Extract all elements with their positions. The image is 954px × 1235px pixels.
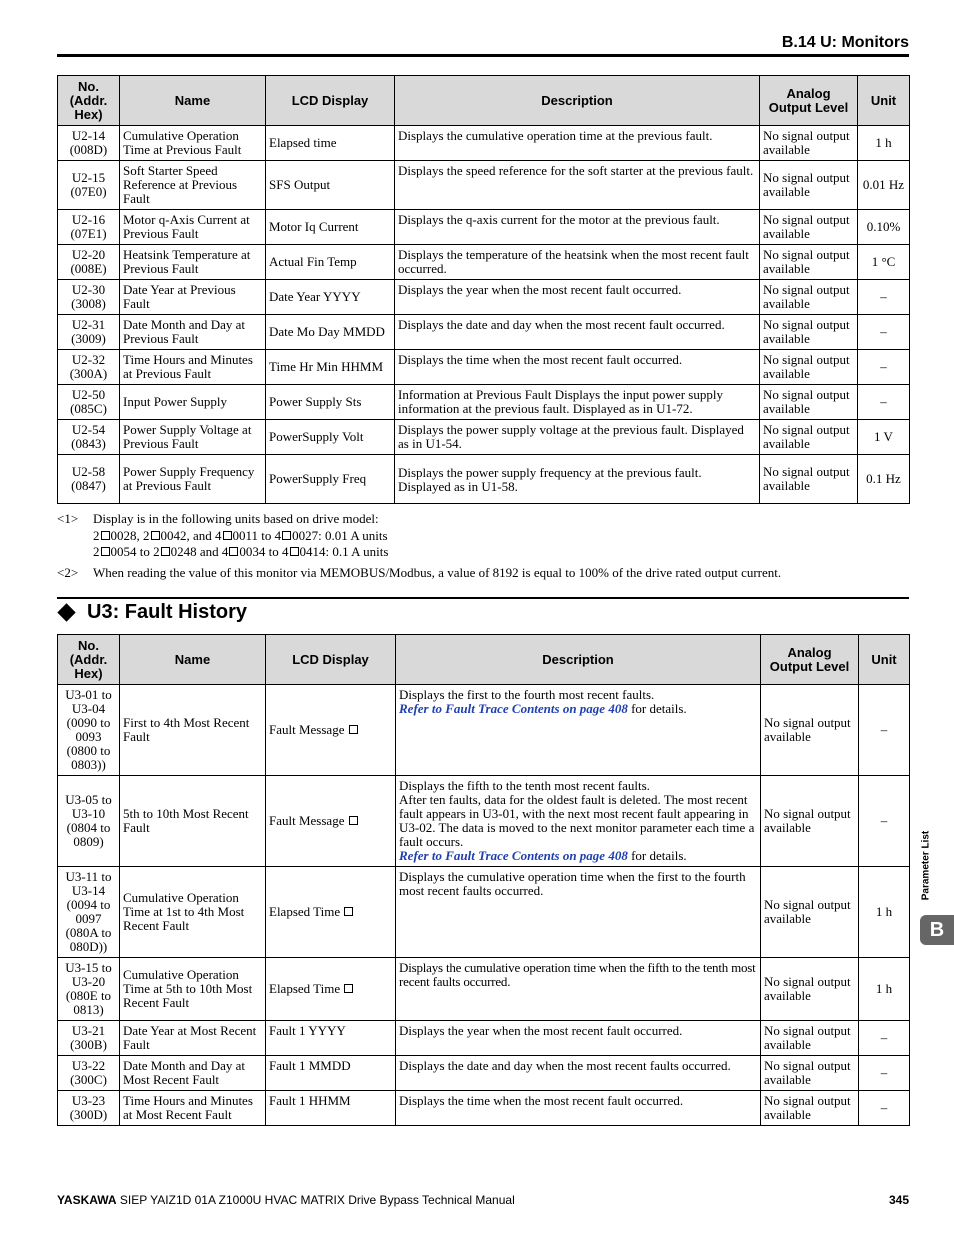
- param-number: U2-30 (3008): [58, 280, 120, 315]
- param-name: Input Power Supply: [120, 385, 266, 420]
- param-name: Date Year at Most Recent Fault: [120, 1021, 266, 1056]
- analog-output-level: No signal output available: [760, 161, 858, 210]
- param-number: U2-16 (07E1): [58, 210, 120, 245]
- param-name: Date Month and Day at Previous Fault: [120, 315, 266, 350]
- table-row: [58, 1056, 910, 1091]
- param-name: Heatsink Temperature at Previous Fault: [120, 245, 266, 280]
- param-unit: –: [859, 1021, 910, 1056]
- col-header-lcd: LCD Display: [266, 76, 395, 126]
- footnote-text: Display is in the following units based on drive model:: [93, 511, 379, 526]
- param-description: Information at Previous Fault Displays the input power supply information at the previous fault. Displayed as in U1-72.: [395, 385, 760, 420]
- analog-output-level: No signal output available: [761, 1056, 859, 1091]
- param-unit: –: [858, 315, 910, 350]
- u3-fault-history-table: [57, 634, 910, 1126]
- col-header-description: Description: [395, 76, 760, 126]
- model-placeholder-box-icon: [101, 547, 110, 556]
- param-name: 5th to 10th Most Recent Fault: [120, 776, 266, 867]
- col-header-analog: Analog Output Level: [761, 635, 859, 685]
- table-notes: [57, 511, 909, 581]
- section-title: U3: Fault History: [87, 601, 248, 623]
- analog-output-level: No signal output available: [760, 420, 858, 455]
- table-row: [58, 280, 910, 315]
- param-description: Displays the year when the most recent fault occurred.: [396, 1021, 761, 1056]
- model-placeholder-box-icon: [151, 531, 160, 540]
- model-placeholder-box-icon: [161, 547, 170, 556]
- param-number: U2-32 (300A): [58, 350, 120, 385]
- lcd-display: Power Supply Sts: [266, 385, 395, 420]
- section-heading: [57, 601, 247, 624]
- param-name: Time Hours and Minutes at Most Recent Fault: [120, 1091, 266, 1126]
- diamond-bullet-icon: [57, 603, 75, 621]
- col-header-no: No. (Addr. Hex): [58, 635, 120, 685]
- index-placeholder-box-icon: [344, 907, 353, 916]
- param-name: Date Month and Day at Most Recent Fault: [120, 1056, 266, 1091]
- lcd-display: PowerSupply Freq: [266, 455, 395, 504]
- analog-output-level: No signal output available: [760, 245, 858, 280]
- param-name: Cumulative Operation Time at 5th to 10th Most Recent Fault: [120, 958, 266, 1021]
- section-header-title: B.14 U: Monitors: [781, 34, 909, 51]
- col-header-unit: Unit: [858, 76, 910, 126]
- table-row: [58, 1021, 910, 1056]
- lcd-display: Fault Message: [266, 685, 396, 776]
- analog-output-level: No signal output available: [760, 280, 858, 315]
- param-name: Date Year at Previous Fault: [120, 280, 266, 315]
- param-description: Displays the speed reference for the soft starter at the previous fault.: [395, 161, 760, 210]
- param-name: Motor q-Axis Current at Previous Fault: [120, 210, 266, 245]
- model-placeholder-box-icon: [223, 531, 232, 540]
- param-number: U3-11 to U3-14 (0094 to 0097 (080A to 080D)): [58, 867, 120, 958]
- footnote-text: When reading the value of this monitor via MEMOBUS/Modbus, a value of 8192 is equal to 100% of the drive rated output current.: [93, 564, 782, 580]
- param-number: U3-21 (300B): [58, 1021, 120, 1056]
- param-description: Displays the q-axis current for the motor at the previous fault.: [395, 210, 760, 245]
- analog-output-level: No signal output available: [760, 385, 858, 420]
- lcd-display: Elapsed Time: [266, 958, 396, 1021]
- analog-output-level: No signal output available: [760, 455, 858, 504]
- index-placeholder-box-icon: [349, 725, 358, 734]
- model-placeholder-box-icon: [101, 531, 110, 540]
- lcd-display: Fault Message: [266, 776, 396, 867]
- param-description: Displays the cumulative operation time when the fifth to the tenth most recent faults occurred.: [396, 958, 761, 1021]
- param-unit: 1 °C: [858, 245, 910, 280]
- col-header-name: Name: [120, 635, 266, 685]
- param-unit: 0.1 Hz: [858, 455, 910, 504]
- param-description: Displays the power supply frequency at the previous fault. Displayed as in U1-58.: [395, 455, 760, 504]
- model-placeholder-box-icon: [282, 531, 291, 540]
- param-number: U2-54 (0843): [58, 420, 120, 455]
- u2-monitor-table: [57, 75, 910, 504]
- col-header-no: No. (Addr. Hex): [58, 76, 120, 126]
- param-number: U2-50 (085C): [58, 385, 120, 420]
- lcd-display: Time Hr Min HHMM: [266, 350, 395, 385]
- lcd-display: Elapsed Time: [266, 867, 396, 958]
- footnote-1: [57, 511, 909, 528]
- footer-manual-title: [57, 1193, 515, 1207]
- param-name: Time Hours and Minutes at Previous Fault: [120, 350, 266, 385]
- param-number: U2-15 (07E0): [58, 161, 120, 210]
- param-number: U2-31 (3009): [58, 315, 120, 350]
- param-name: Cumulative Operation Time at 1st to 4th Most Recent Fault: [120, 867, 266, 958]
- param-unit: 1 h: [859, 958, 910, 1021]
- col-header-unit: Unit: [859, 635, 910, 685]
- param-description: Displays the cumulative operation time at the previous fault.: [395, 126, 760, 161]
- table-row: [58, 776, 910, 867]
- lcd-display: PowerSupply Volt: [266, 420, 395, 455]
- analog-output-level: No signal output available: [760, 210, 858, 245]
- param-number: U2-20 (008E): [58, 245, 120, 280]
- analog-output-level: No signal output available: [761, 1021, 859, 1056]
- manual-title: SIEP YAIZ1D 01A Z1000U HVAC MATRIX Drive Bypass Technical Manual: [116, 1193, 515, 1207]
- param-name: First to 4th Most Recent Fault: [120, 685, 266, 776]
- lcd-display: Date Year YYYY: [266, 280, 395, 315]
- footnote-1-line-3: 2 0054 to 2 0248 and 4 0034 to 4 0414: 0.1 A units: [93, 544, 389, 559]
- lcd-display: Date Mo Day MMDD: [266, 315, 395, 350]
- param-unit: –: [859, 1091, 910, 1126]
- param-description: Displays the power supply voltage at the previous fault. Displayed as in U1-54.: [395, 420, 760, 455]
- lcd-display: Elapsed time: [266, 126, 395, 161]
- table-row: [58, 958, 910, 1021]
- table-row: [58, 126, 910, 161]
- model-placeholder-box-icon: [229, 547, 238, 556]
- param-description: Displays the fifth to the tenth most recent faults. After ten faults, data for the oldest fault is deleted. The most recent fault appears in U3-01, with the next most recent fault appearing in U3-02. The data is moved to the next monitor parameter each time a fault occurs. Refer to Fault Trace Contents on page 408 for details.: [396, 776, 761, 867]
- param-description: Displays the date and day when the most recent fault occurred.: [395, 315, 760, 350]
- col-header-lcd: LCD Display: [266, 635, 396, 685]
- table-row: [58, 1091, 910, 1126]
- model-placeholder-box-icon: [290, 547, 299, 556]
- param-number: U3-15 to U3-20 (080E to 0813): [58, 958, 120, 1021]
- side-tab-label: Parameter List: [920, 830, 932, 901]
- table-row: [58, 315, 910, 350]
- analog-output-level: No signal output available: [760, 126, 858, 161]
- param-number: U3-23 (300D): [58, 1091, 120, 1126]
- table-row: [58, 420, 910, 455]
- param-unit: 0.01 Hz: [858, 161, 910, 210]
- param-unit: 1 V: [858, 420, 910, 455]
- param-number: U3-01 to U3-04 (0090 to 0093 (0800 to 0803)): [58, 685, 120, 776]
- param-number: U2-58 (0847): [58, 455, 120, 504]
- param-name: Power Supply Voltage at Previous Fault: [120, 420, 266, 455]
- param-unit: 0.10%: [858, 210, 910, 245]
- analog-output-level: No signal output available: [760, 350, 858, 385]
- footnote-tag: <1>: [57, 511, 79, 526]
- brand-name: YASKAWA: [57, 1193, 117, 1207]
- analog-output-level: No signal output available: [761, 867, 859, 958]
- page-reference-link[interactable]: Refer to Fault Trace Contents on page 408: [399, 701, 628, 716]
- table-row: [58, 350, 910, 385]
- table-row: [58, 210, 910, 245]
- param-description: Displays the time when the most recent fault occurred.: [396, 1091, 761, 1126]
- param-description: Displays the date and day when the most recent faults occurred.: [396, 1056, 761, 1091]
- lcd-display: Fault 1 YYYY: [266, 1021, 396, 1056]
- footnote-1-line-2: 2 0028, 2 0042, and 4 0011 to 4 0027: 0.01 A units: [93, 527, 388, 543]
- param-unit: –: [859, 685, 910, 776]
- analog-output-level: No signal output available: [760, 315, 858, 350]
- param-unit: –: [858, 385, 910, 420]
- param-unit: 1 h: [859, 867, 910, 958]
- side-tab-badge[interactable]: B: [920, 915, 954, 945]
- param-name: Cumulative Operation Time at Previous Fault: [120, 126, 266, 161]
- table-header-row: [58, 635, 910, 685]
- section-separator: [57, 597, 909, 599]
- param-description: Displays the temperature of the heatsink when the most recent fault occurred.: [395, 245, 760, 280]
- param-number: U3-22 (300C): [58, 1056, 120, 1091]
- table-row: [58, 685, 910, 776]
- lcd-display: Fault 1 MMDD: [266, 1056, 396, 1091]
- param-number: U3-05 to U3-10 (0804 to 0809): [58, 776, 120, 867]
- param-description: Displays the first to the fourth most recent faults. Refer to Fault Trace Contents on page 408 for details.: [396, 685, 761, 776]
- col-header-analog: Analog Output Level: [760, 76, 858, 126]
- page-reference-link[interactable]: Refer to Fault Trace Contents on page 408: [399, 848, 628, 863]
- param-unit: –: [859, 776, 910, 867]
- analog-output-level: No signal output available: [761, 776, 859, 867]
- param-unit: –: [859, 1056, 910, 1091]
- analog-output-level: No signal output available: [761, 958, 859, 1021]
- table-row: [58, 455, 910, 504]
- table-row: [58, 867, 910, 958]
- param-name: Soft Starter Speed Reference at Previous Fault: [120, 161, 266, 210]
- lcd-display: Fault 1 HHMM: [266, 1091, 396, 1126]
- lcd-display: Motor Iq Current: [266, 210, 395, 245]
- page-number: 345: [888, 1193, 909, 1207]
- lcd-display: SFS Output: [266, 161, 395, 210]
- table-row: [58, 161, 910, 210]
- param-unit: –: [858, 350, 910, 385]
- table-header-row: [58, 76, 910, 126]
- col-header-description: Description: [396, 635, 761, 685]
- header-rule: [57, 54, 909, 57]
- col-header-name: Name: [120, 76, 266, 126]
- param-name: Power Supply Frequency at Previous Fault: [120, 455, 266, 504]
- analog-output-level: No signal output available: [761, 685, 859, 776]
- index-placeholder-box-icon: [349, 816, 358, 825]
- table-row: [58, 245, 910, 280]
- index-placeholder-box-icon: [344, 984, 353, 993]
- table-row: [58, 385, 910, 420]
- lcd-display: Actual Fin Temp: [266, 245, 395, 280]
- param-description: Displays the time when the most recent fault occurred.: [395, 350, 760, 385]
- param-number: U2-14 (008D): [58, 126, 120, 161]
- param-unit: 1 h: [858, 126, 910, 161]
- footnote-tag: <2>: [57, 564, 79, 580]
- param-description: Displays the year when the most recent fault occurred.: [395, 280, 760, 315]
- analog-output-level: No signal output available: [761, 1091, 859, 1126]
- param-unit: –: [858, 280, 910, 315]
- footnote-2: [57, 565, 909, 582]
- param-description: Displays the cumulative operation time when the first to the fourth most recent faults occurred.: [396, 867, 761, 958]
